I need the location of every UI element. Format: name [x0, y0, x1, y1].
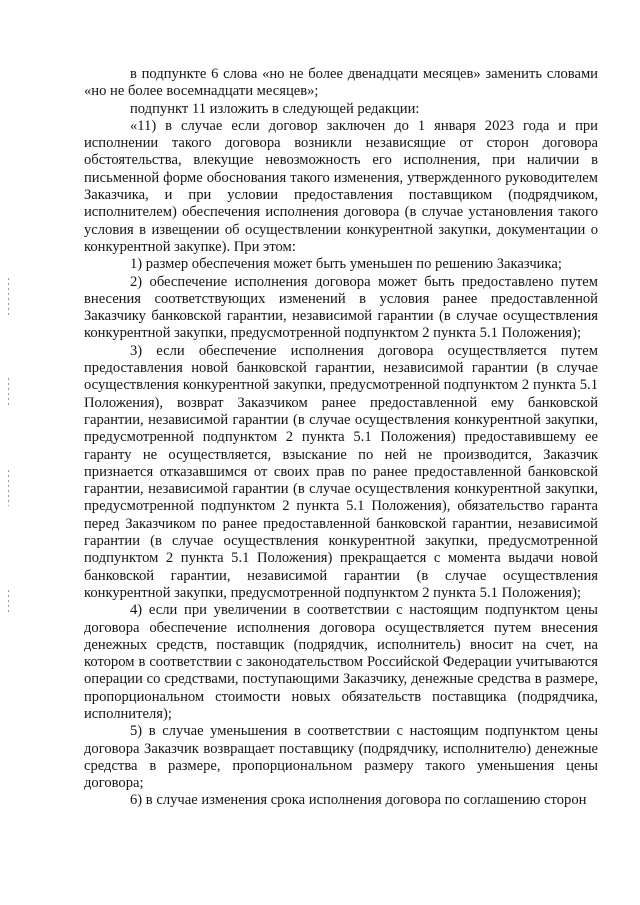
paragraph-subpoint-6-amendment: в подпункте 6 слова «но не более двенадцати месяцев» заменить словами «но не более восемнадцати месяцев»; — [84, 66, 598, 100]
scan-mark — [8, 590, 9, 614]
paragraph-item-2: 2) обеспечение исполнения договора может быть предоставлено путем внесения соответствующих изменений в условия ранее предоставленной Заказчику банковской гарантии, независимой гарантии (в случае осуществления конкурентной закупки, предусмотренной подпунктом 2 пункта 5.1 Положения); — [84, 273, 598, 342]
paragraph-item-5: 5) в случае уменьшения в соответствии с настоящим подпунктом цены договора Заказчик возвращает поставщику (подрядчику, исполнителю) денежные средства в размере, пропорциональном размеру такого уменьшения цены договора; — [84, 723, 598, 792]
paragraph-subpoint-11-intro: подпункт 11 изложить в следующей редакции: — [130, 100, 420, 117]
left-margin-scan-marks — [0, 0, 20, 905]
scan-mark — [8, 278, 9, 318]
paragraph-item-4: 4) если при увеличении в соответствии с настоящим подпунктом цены договора обеспечение исполнения договора осуществляется путем внесения денежных средств, поставщик (подрядчик, исполнитель) вносит на счет, на котором в соответствии с законодательством Российской Федерации учитываются операции со средствами, поступающими Заказчику, денежные средства в размере, пропорциональном стоимости новых обязательств поставщика (подрядчика, исполнителя); — [84, 602, 598, 722]
paragraph-item-1: 1) размер обеспечения может быть уменьшен по решению Заказчика; — [130, 256, 562, 273]
paragraph-item-3: 3) если обеспечение исполнения договора осуществляется путем предоставления новой банковской гарантии, независимой гарантии (в случае осуществления конкурентной закупки, предусмотренной подпунктом 2 пункта 5.1 Положения), возврат Заказчиком ранее предоставленной ему банковской гарантии, независимой гарантии (в случае осуществления конкурентной закупки, предусмотренной подпунктом 2 пункта 5.1 Положения) предоставившему ее гаранту не осуществляется, взыскание по ней не производится, Заказчик признается отказавшимся от своих прав по ранее предоставленной банковской гарантии, независимой гарантии (в случае осуществления конкурентной закупки, предусмотренной подпунктом 2 пункта 5.1 Положения), обязательство гаранта перед Заказчиком по ранее предоставленной банковской гарантии, независимой гарантии (в случае осуществления конкурентной закупки, предусмотренной подпунктом 2 пункта 5.1 Положения) прекращается с момента выдачи новой банковской гарантии, независимой гарантии (в случае осуществления конкурентной закупки, предусмотренной подпунктом 2 пункта 5.1 Положения); — [84, 342, 598, 601]
scan-mark — [8, 470, 9, 506]
paragraph-item-6: 6) в случае изменения срока исполнения договора по соглашению сторон — [130, 792, 587, 809]
paragraph-item-11: «11) в случае если договор заключен до 1 января 2023 года и при исполнении такого договора возникли независящие от сторон договора обстоятельства, влекущие невозможность его исполнения, при наличии в письменной форме обоснования такого изменения, утвержденного руководителем Заказчика, и при условии предоставления поставщиком (подрядчиком, исполнителем) обеспечения исполнения договора (в случае установления такого условия в извещении об осуществлении конкурентной закупки, документации о конкурентной закупке). При этом: — [84, 117, 598, 255]
document-body — [84, 66, 598, 810]
scan-mark — [8, 378, 9, 408]
